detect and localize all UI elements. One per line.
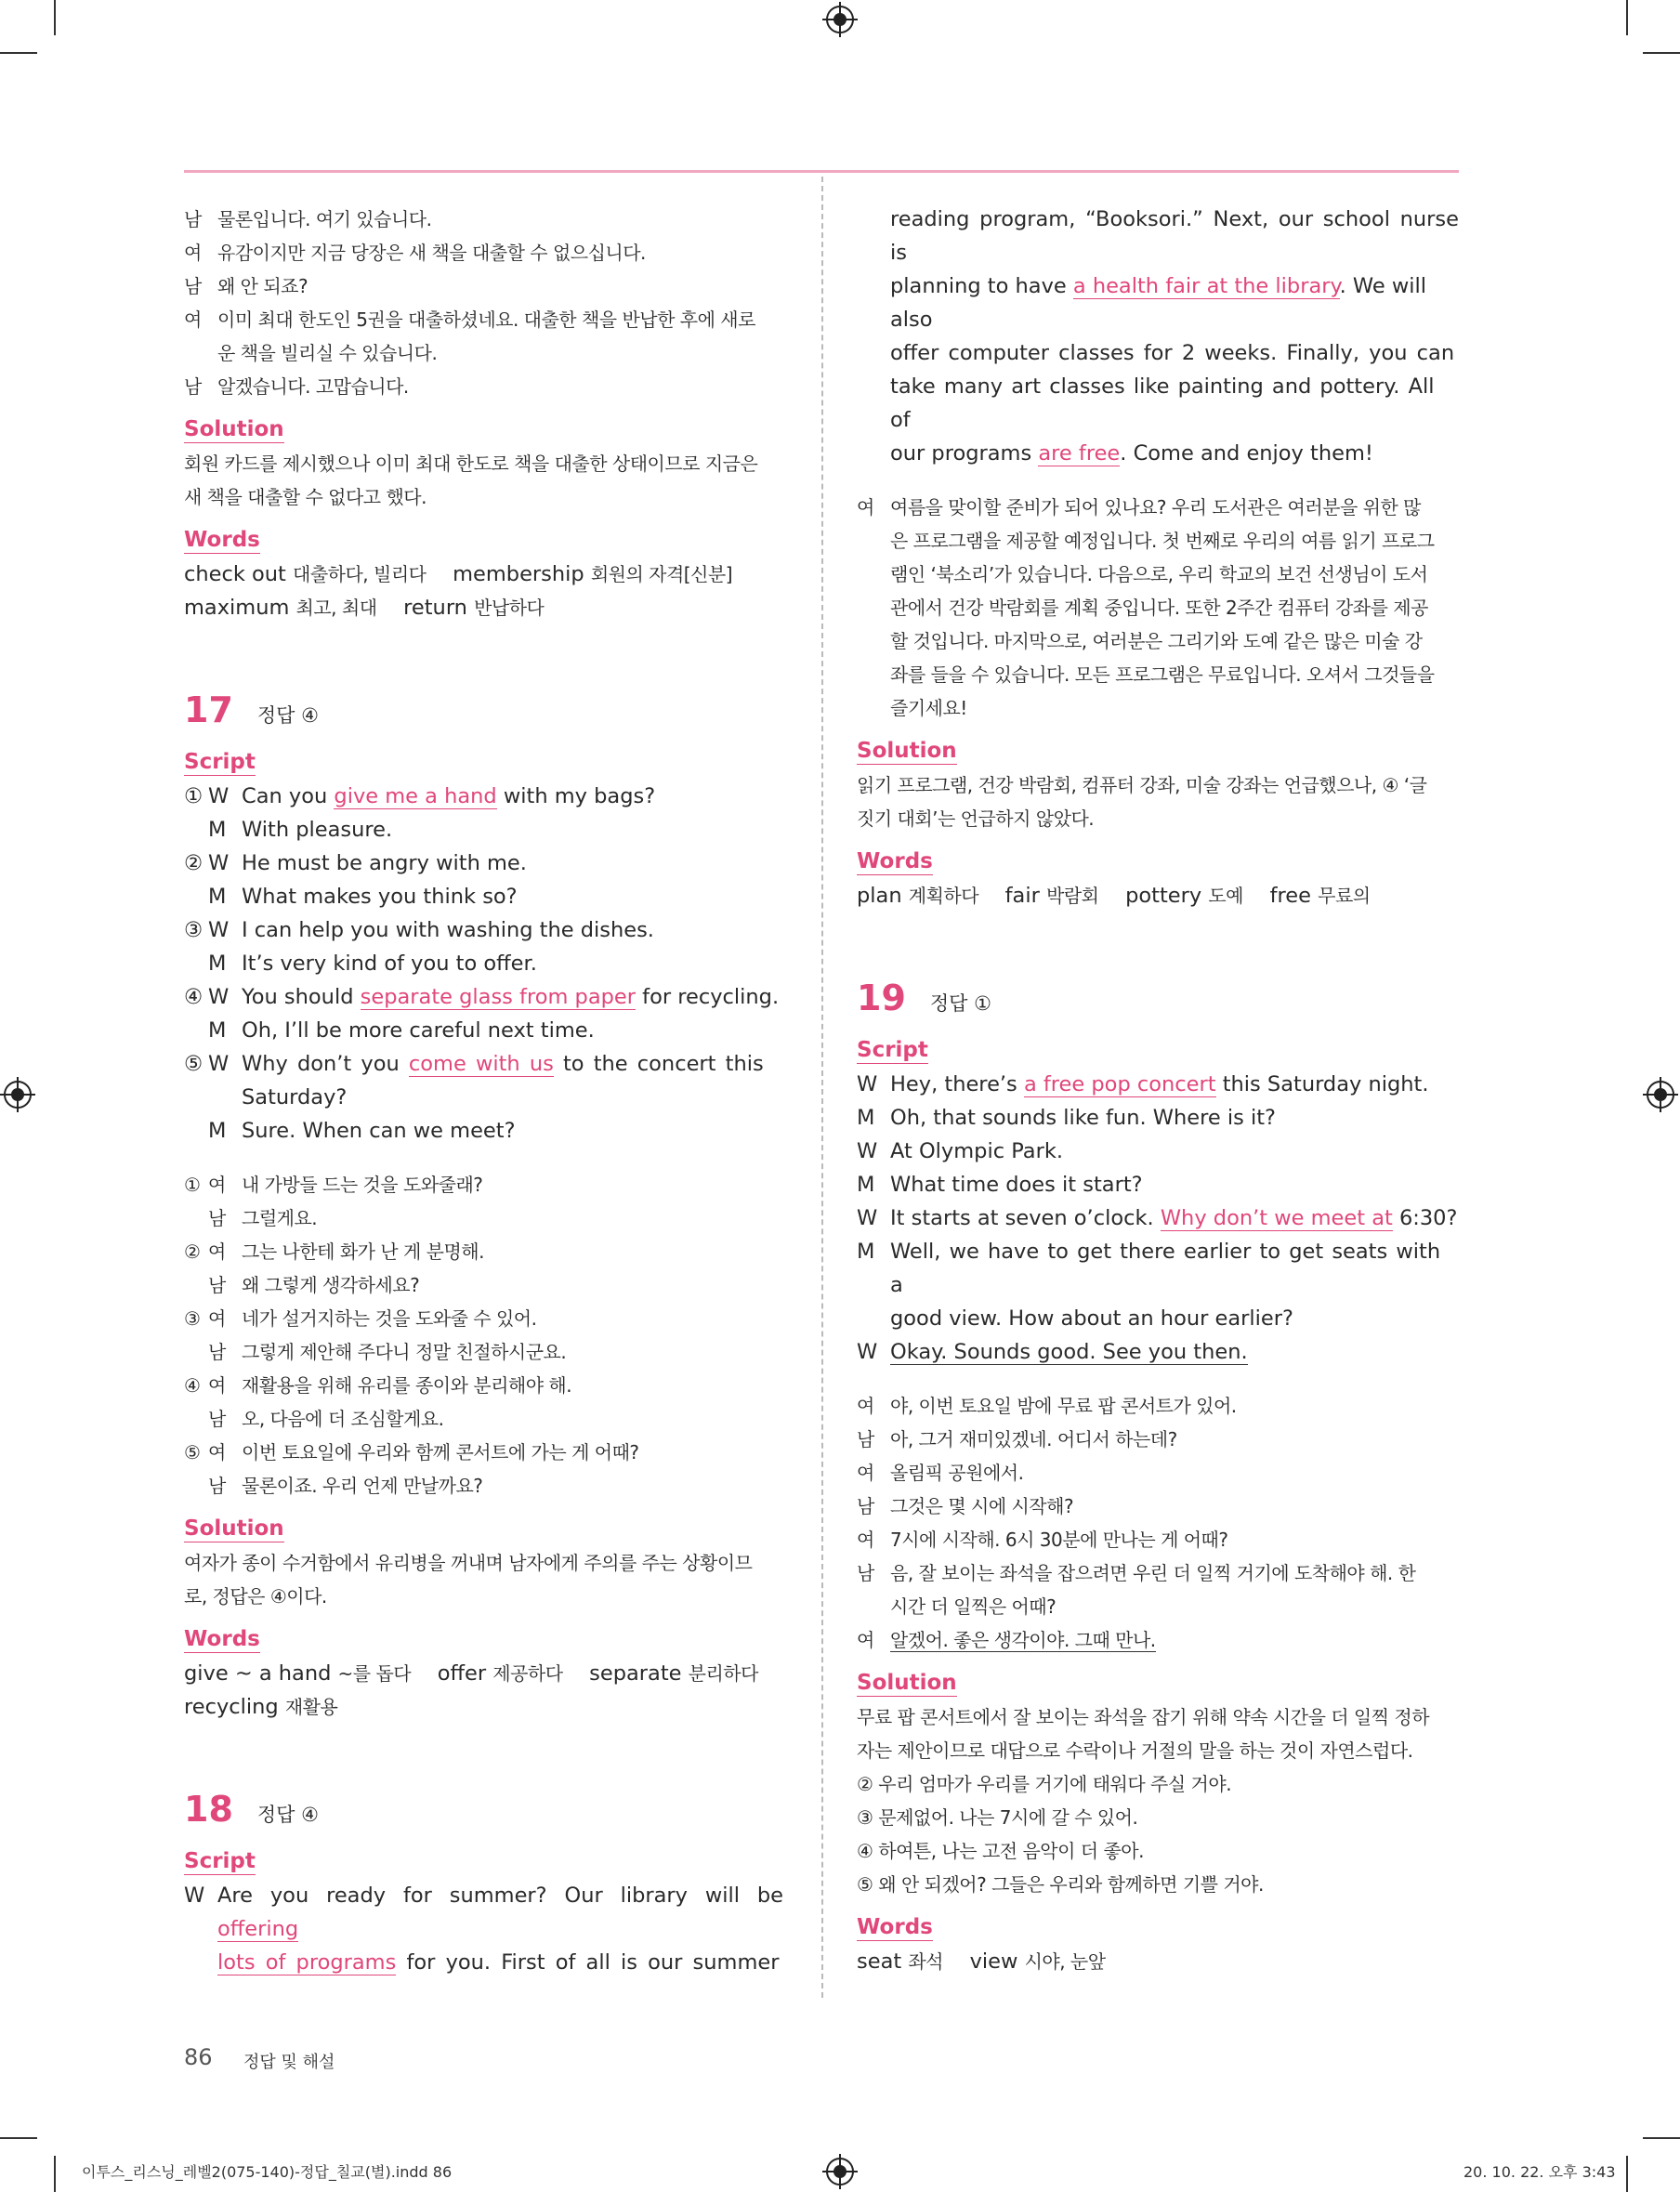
registration-mark-icon [1647,1081,1674,1109]
script-text: Oh, that sounds like fun. Where is it? [890,1106,1276,1130]
solution-text [184,447,783,514]
script-text: With pleasure. [242,818,393,842]
solution-text [184,1546,783,1613]
script-text: You should [242,985,361,1009]
word-meaning: 최고, 최대 [295,597,377,619]
speaker: 여 [208,1441,226,1464]
word: check out [184,562,286,586]
solution-line: 자는 제안이므로 대답으로 수락이나 거절의 말을 하는 것이 자연스럽다. [857,1739,1413,1762]
solution-heading: Solution [857,739,957,763]
highlighted-phrase: give me a hand [334,784,497,808]
option-number [184,1402,208,1436]
dialogue-line: 유감이지만 지금 당장은 새 책을 대출할 수 없으십니다. [217,242,646,264]
translation-line: 오, 다음에 더 조심할게요. [242,1408,444,1430]
highlighted-phrase: are free [1038,441,1121,466]
option-number [184,1335,208,1369]
speaker: 여 [208,1374,226,1397]
script-text: At Olympic Park. [890,1139,1063,1163]
speaker: 여 [857,496,874,518]
highlighted-phrase: a free pop concert [1023,1072,1216,1096]
translation-line: 그는 나한테 화가 난 게 분명해. [242,1240,484,1263]
page-number: 86 [184,2044,213,2070]
speaker: W [208,985,230,1009]
speaker: 남 [208,1341,226,1363]
script-text: He must be angry with me. [242,851,527,875]
speaker: 여 [208,1307,226,1330]
script-text: Sure. When can we meet? [242,1119,516,1143]
q18-korean-translation [857,491,1459,725]
question-17-header [184,689,783,730]
speaker: 여 [208,1240,226,1263]
word: recycling [184,1695,279,1719]
solution-heading: Solution [184,1516,284,1541]
speaker: 여 [184,308,202,331]
highlighted-phrase: come with us [408,1052,554,1076]
script-text [890,437,1459,470]
words-heading: Words [857,1915,933,1939]
script-text: this Saturday night. [1215,1072,1429,1096]
speaker: 남 [208,1207,226,1229]
word-meaning: 박람회 [1046,885,1099,907]
speaker: M [857,1106,875,1130]
script-text: What time does it start? [890,1173,1143,1197]
speaker: M [208,952,227,976]
speaker: 남 [208,1274,226,1296]
question-number: 18 [184,1789,233,1830]
speaker: 남 [184,275,202,297]
crop-mark [0,52,37,54]
script-heading: Script [184,1849,256,1873]
script-heading: Script [857,1038,928,1062]
speaker: W [857,1072,878,1096]
speaker: M [208,885,227,909]
translation-line: 이번 토요일에 우리와 함께 콘서트에 가는 게 어때? [242,1441,639,1464]
translation-line: 네가 설거지하는 것을 도와줄 수 있어. [242,1307,537,1330]
solution-line: 새 책을 대출할 수 없다고 했다. [184,486,427,508]
registration-mark-icon [826,2158,854,2185]
crop-mark [1643,2137,1680,2139]
script-text: Hey, there’s [890,1072,1024,1096]
solution-line: ⑤ 왜 안 되겠어? 그들은 우리와 함께하면 기쁠 거야. [857,1873,1264,1896]
translation-line: 할 것입니다. 마지막으로, 여러분은 그리기와 도예 같은 많은 미술 강 [890,630,1423,652]
speaker: M [857,1173,875,1197]
translation-line: 야, 이번 토요일 밤에 무료 팝 콘서트가 있어. [890,1395,1237,1417]
question-18-header [184,1789,783,1830]
option-number: ⑤ [184,1441,201,1464]
word-meaning: 제공하다 [492,1662,563,1685]
solution-text [857,1700,1459,1901]
word: maximum [184,596,290,620]
answer-line: Okay. Sounds good. See you then. [890,1340,1248,1364]
option-number [184,1201,208,1235]
speaker: 여 [184,242,202,264]
words-heading: Words [184,1627,260,1651]
speaker [184,336,217,370]
question-number: 17 [184,689,233,730]
footer-label: 정답 및 해설 [243,2053,335,2072]
left-column [184,203,783,1979]
translation-line: 올림픽 공원에서. [890,1462,1024,1484]
script-text: I can help you with washing the dishes. [242,918,654,942]
speaker [857,1590,890,1623]
option-number: ② [184,1240,201,1263]
script-text: Saturday? [242,1085,348,1109]
script-text: What makes you think so? [242,885,518,909]
script-text: Are you ready for summer? Our library will be [217,1884,783,1908]
script-text: Why don’t you [242,1052,409,1076]
words-line [184,1690,783,1724]
word-meaning: 계획하다 [908,885,979,907]
option-number [184,1469,208,1503]
word-meaning: ~를 돕다 [337,1662,412,1685]
dialogue-line: 운 책을 빌리실 수 있습니다. [217,342,438,364]
speaker: 여 [857,1529,874,1551]
option-number: ④ [184,985,203,1009]
script-text: to the concert this [553,1052,764,1076]
script-text: Oh, I’ll be more careful next time. [242,1018,595,1043]
dialogue-line: 이미 최대 한도인 5권을 대출하셨네요. 대출한 책을 반납한 후에 새로 [217,308,755,331]
word: separate [589,1661,682,1686]
words-line [184,558,783,591]
dialogue-line: 물론입니다. 여기 있습니다. [217,208,432,230]
translation-line: 재활용을 위해 유리를 종이와 분리해야 해. [242,1374,572,1397]
solution-text [857,768,1459,835]
answer-label: 정답 ④ [256,704,319,727]
solution-heading: Solution [857,1671,957,1695]
dialogue-line: 왜 안 되죠? [217,275,308,297]
script-text: . Come and enjoy them! [1120,441,1373,466]
solution-line: ③ 문제없어. 나는 7시에 갈 수 있어. [857,1806,1138,1829]
solution-line: 로, 정답은 ④이다. [184,1585,327,1608]
word-meaning: 무료의 [1318,885,1371,907]
option-number: ① [184,1174,201,1196]
word-meaning: 도예 [1208,885,1243,907]
script-text: 6:30? [1392,1206,1458,1230]
q18-script-continued [857,203,1459,470]
translation-line: 음, 잘 보이는 좌석을 잡으려면 우린 더 일찍 거기에 도착해야 해. 한 [890,1562,1416,1584]
speaker: M [208,1119,227,1143]
solution-line: 여자가 종이 수거함에서 유리병을 꺼내며 남자에게 주의를 주는 상황이므 [184,1552,753,1574]
crop-mark [1626,0,1628,35]
script-text: It starts at seven o’clock. [890,1206,1161,1230]
word: free [1269,884,1311,908]
translation-line: 램인 ‘북소리’가 있습니다. 다음으로, 우리 학교의 보건 선생님이 도서 [890,563,1428,585]
word-meaning: 좌석 [908,1950,943,1973]
translation-line: 여름을 맞이할 준비가 되어 있나요? 우리 도서관은 여러분을 위한 많 [890,496,1421,518]
speaker: 여 [208,1174,226,1196]
script-text: It’s very kind of you to offer. [242,952,537,976]
speaker: 남 [208,1408,226,1430]
speaker: 남 [184,375,202,398]
option-number: ③ [184,918,203,942]
speaker: W [208,918,230,942]
speaker: 남 [208,1475,226,1497]
dialogue-line: 알겠습니다. 고맙습니다. [217,375,409,398]
q19-korean-translation [857,1389,1459,1657]
speaker: M [208,1018,227,1043]
translation-line: 시간 더 일찍은 어때? [890,1595,1057,1618]
speaker: W [857,1340,878,1364]
option-number: ② [184,851,203,875]
script-text: reading program, “Booksori.” Next, our school nurse is [890,207,1459,265]
script-text: our programs [890,441,1039,466]
option-number: ③ [184,1307,201,1330]
print-slug-timestamp: 20. 10. 22. 오후 3:43 [1463,2163,1616,2181]
crop-mark [0,2137,37,2139]
word: seat [857,1949,902,1974]
registration-mark-icon [826,6,854,33]
speaker: 여 [857,1629,874,1651]
script-heading: Script [184,750,256,774]
header-rule [184,170,1459,173]
question-number: 19 [857,978,906,1018]
words-heading: Words [857,849,933,873]
translation-line: 관에서 건강 박람회를 계획 중입니다. 또한 2주간 컴퓨터 강좌를 제공 [890,597,1428,619]
script-text: planning to have [890,274,1073,298]
translation-line: 7시에 시작해. 6시 30분에 만나는 게 어때? [890,1529,1228,1551]
question-19-header [857,978,1459,1018]
word-meaning: 대출하다, 빌리다 [293,563,427,585]
speaker: 남 [857,1495,874,1517]
script-text: . We will also [890,274,1426,332]
solution-line: ② 우리 엄마가 우리를 거기에 태워다 주실 거야. [857,1773,1232,1795]
right-column [857,203,1459,1978]
q19-script [857,1068,1459,1369]
solution-line: 짓기 대회’는 언급하지 않았다. [857,807,1095,830]
words-heading: Words [184,528,260,552]
word: fair [1004,884,1040,908]
speaker: W [208,1052,230,1076]
column-divider [821,177,823,1998]
q16-korean-dialogue [184,203,783,403]
translation-line: 아, 그거 재미있겠네. 어디서 하는데? [890,1428,1177,1450]
word-meaning: 재활용 [284,1696,338,1718]
speaker: 남 [857,1562,874,1584]
words-line [184,1657,783,1690]
answer-label: 정답 ④ [256,1804,319,1826]
words-line [857,1945,1459,1978]
translation-line: 물론이죠. 우리 언제 만날까요? [242,1475,483,1497]
highlighted-phrase: separate glass from paper [360,985,637,1009]
speaker: 여 [857,1395,874,1417]
crop-mark [54,0,56,35]
speaker: W [857,1139,878,1163]
words-line [857,879,1459,912]
answer-label: 정답 ① [929,992,991,1015]
print-slug-filename: 이투스_리스닝_레벨2(075-140)-정답_칠교(별).indd 86 [82,2163,453,2181]
translation-line: 그것은 몇 시에 시작해? [890,1495,1074,1517]
q17-script [184,780,783,1148]
word: pottery [1125,884,1202,908]
crop-mark [54,2156,56,2192]
highlighted-phrase: a health fair at the library [1072,274,1340,298]
solution-line: 읽기 프로그램, 건강 박람회, 컴퓨터 강좌, 미술 강좌는 언급했으나, ④ ‘글 [857,774,1427,796]
script-text: Well, we have to get there earlier to get seats with a [890,1240,1441,1297]
translation-line: 좌를 들을 수 있습니다. 모든 프로그램은 무료입니다. 오셔서 그것들을 [890,663,1435,686]
speaker: 여 [857,1462,874,1484]
speaker: 남 [184,208,202,230]
solution-line: 무료 팝 콘서트에서 잘 보이는 좌석을 잡기 위해 약속 시간을 더 일찍 정하 [857,1706,1430,1728]
word-meaning: 반납하다 [474,597,545,619]
speaker: M [857,1240,875,1264]
q17-korean-translation [184,1168,783,1503]
translation-line: 즐기세요! [890,697,967,719]
speaker: W [208,851,230,875]
translation-line: 은 프로그램을 제공할 예정입니다. 첫 번째로 우리의 여름 읽기 프로그 [890,530,1435,552]
script-text: Can you [242,784,335,808]
word-meaning: 분리하다 [688,1662,758,1685]
solution-line: ④ 하여튼, 나는 고전 음악이 더 좋아. [857,1840,1144,1862]
option-number: ① [184,784,203,808]
script-text: offer computer classes for 2 weeks. Finally, you can [890,341,1455,365]
solution-heading: Solution [184,417,284,441]
speaker: W [857,1206,878,1230]
word: view [969,1949,1018,1974]
script-text [890,269,1459,336]
registration-mark-icon [4,1081,32,1109]
highlighted-phrase: offering [217,1917,299,1941]
highlighted-phrase: Why don’t we meet at [1160,1206,1393,1230]
option-number: ⑤ [184,1052,203,1076]
q18-script: W Are you ready for summer? Our library will be offering lots of programs for you. First of all is our summer [184,1884,783,1975]
script-text: with my bags? [496,784,656,808]
speaker: 남 [857,1428,874,1450]
word: return [403,596,467,620]
word: give ~ a hand [184,1661,332,1686]
translation-line: 알겠어. 좋은 생각이야. 그때 만나. [890,1629,1156,1651]
word-meaning: 회원의 자격[신분] [590,563,733,585]
speaker: M [208,818,227,842]
script-text: good view. How about an hour earlier? [890,1306,1293,1331]
crop-mark [1626,2156,1628,2192]
option-number: ④ [184,1374,201,1397]
word-meaning: 시야, 눈앞 [1024,1950,1106,1973]
words-line [184,591,783,624]
script-text: for you. First of all is our summer [396,1950,780,1975]
option-number [184,1268,208,1302]
highlighted-phrase: lots of programs [217,1950,397,1975]
translation-line: 그럴게요. [242,1207,318,1229]
word: offer [437,1661,487,1686]
word: membership [453,562,584,586]
translation-line: 그렇게 제안해 주다니 정말 친절하시군요. [242,1341,567,1363]
solution-line: 회원 카드를 제시했으나 이미 최대 한도로 책을 대출한 상태이므로 지금은 [184,453,758,475]
script-text: for recycling. [636,985,780,1009]
script-text: take many art classes like painting and pottery. All of [890,374,1435,432]
translation-line: 내 가방들 드는 것을 도와줄래? [242,1174,483,1196]
crop-mark [1643,52,1680,54]
word: plan [857,884,902,908]
translation-line: 왜 그렇게 생각하세요? [242,1274,420,1296]
speaker: W [208,784,230,808]
